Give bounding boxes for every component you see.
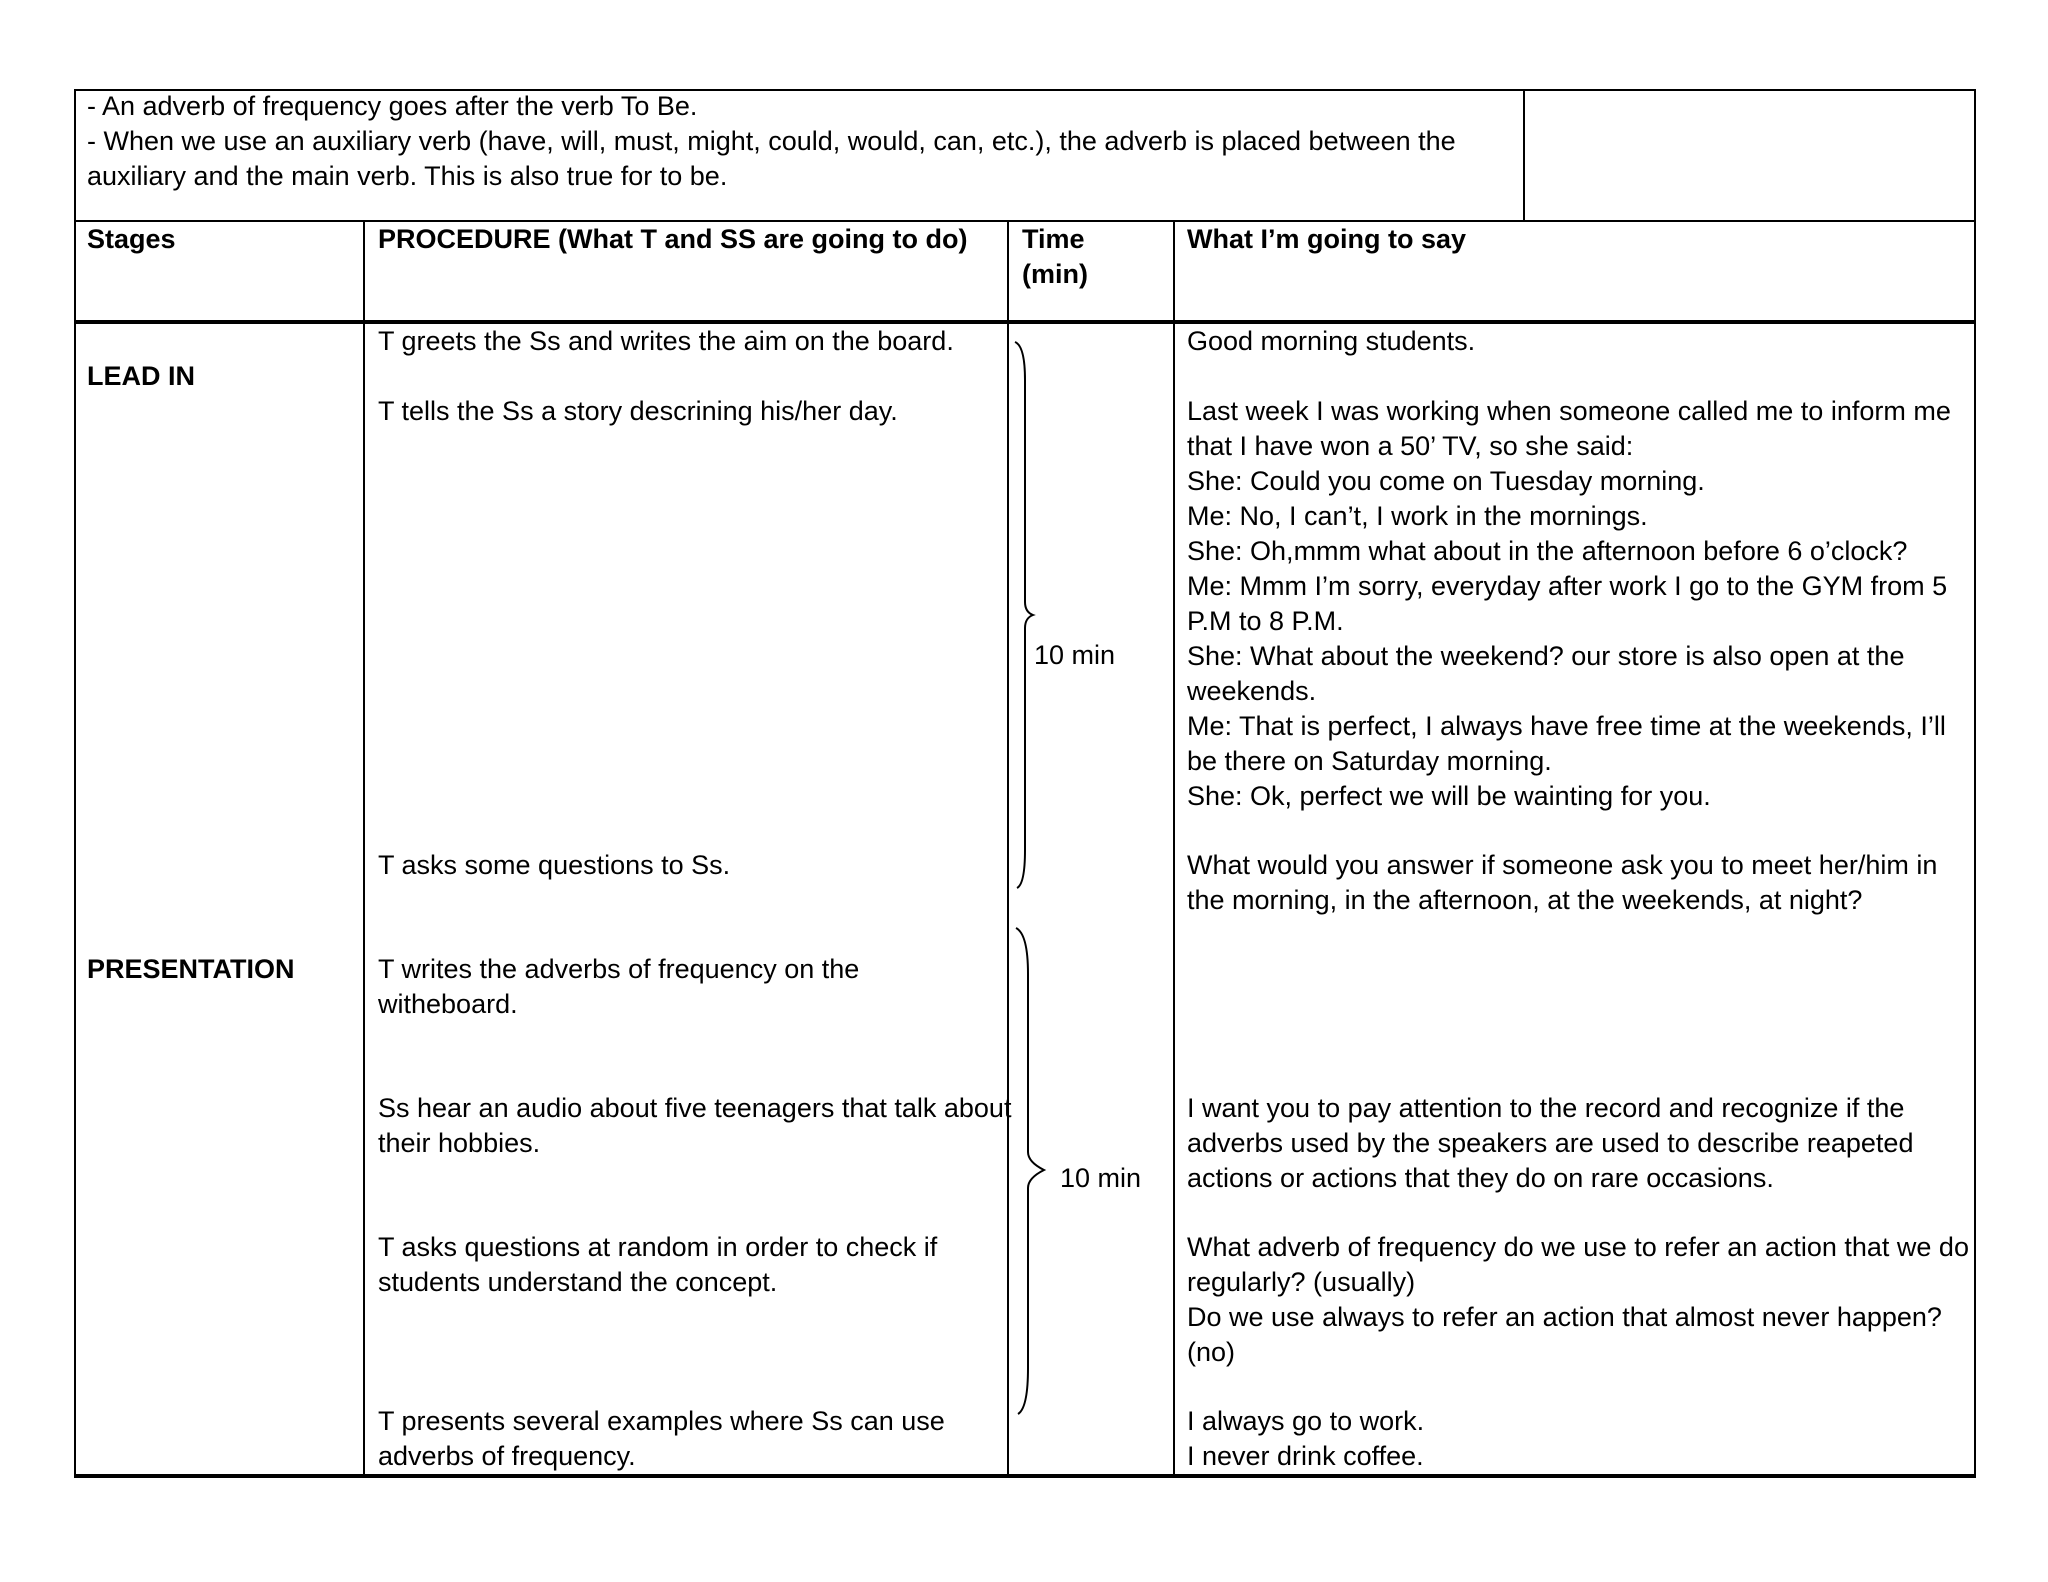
- procedure-line: students understand the concept.: [378, 1267, 778, 1297]
- say-line: P.M to 8 P.M.: [1187, 606, 1344, 636]
- say-line: She: Could you come on Tuesday morning.: [1187, 466, 1705, 496]
- stage-lead-in: LEAD IN: [87, 361, 195, 391]
- notes-divider: [1523, 89, 1525, 222]
- note-line: - When we use an auxiliary verb (have, will, must, might, could, would, can, etc.), the adverb is placed between the: [87, 126, 1456, 156]
- procedure-line: T presents several examples where Ss can use: [378, 1406, 945, 1436]
- procedure-step: T greets the Ss and writes the aim on the board.: [378, 326, 954, 356]
- procedure-step: T tells the Ss a story descrining his/her day.: [378, 396, 898, 426]
- say-story: [1187, 394, 1951, 814]
- presentation-brace-icon: [1012, 926, 1062, 1416]
- stages-column-divider: [363, 221, 365, 1476]
- procedure-step: T asks some questions to Ss.: [378, 850, 731, 880]
- header-time: [1022, 222, 1088, 292]
- say-line: What adverb of frequency do we use to refer an action that we do: [1187, 1232, 1969, 1262]
- procedure-line: T asks questions at random in order to check if: [378, 1232, 938, 1262]
- say-line: Me: That is perfect, I always have free time at the weekends, I’ll: [1187, 711, 1946, 741]
- procedure-step: [378, 952, 859, 1022]
- table-bottom-border: [74, 1474, 1976, 1478]
- header-what-to-say: What I’m going to say: [1187, 224, 1467, 254]
- say-line: weekends.: [1187, 676, 1317, 706]
- say-line: I want you to pay attention to the record and recognize if the: [1187, 1093, 1905, 1123]
- say-examples: [1187, 1404, 1424, 1474]
- say-line: Me: No, I can’t, I work in the mornings.: [1187, 501, 1648, 531]
- header-time-line: Time: [1022, 224, 1085, 254]
- note-line: auxiliary and the main verb. This is also true for to be.: [87, 161, 728, 191]
- table-right-border: [1974, 89, 1976, 1478]
- procedure-step: [378, 1230, 937, 1300]
- say-line: She: What about the weekend? our store is also open at the: [1187, 641, 1905, 671]
- say-question: [1187, 848, 1937, 918]
- say-line: Me: Mmm I’m sorry, everyday after work I go to the GYM from 5: [1187, 571, 1948, 601]
- say-line: I never drink coffee.: [1187, 1441, 1424, 1471]
- say-check-questions: [1187, 1230, 1969, 1370]
- grammar-notes: [87, 89, 1456, 194]
- say-line: I always go to work.: [1187, 1406, 1425, 1436]
- say-greeting: Good morning students.: [1187, 326, 1476, 356]
- header-procedure: PROCEDURE (What T and SS are going to do): [378, 224, 968, 254]
- time-presentation: 10 min: [1060, 1163, 1142, 1193]
- procedure-column-divider: [1007, 221, 1009, 1476]
- header-stages: Stages: [87, 224, 176, 254]
- say-audio-instructions: [1187, 1091, 1913, 1196]
- say-line: be there on Saturday morning.: [1187, 746, 1552, 776]
- say-line: She: Oh,mmm what about in the afternoon before 6 o’clock?: [1187, 536, 1908, 566]
- say-line: (no): [1187, 1337, 1236, 1367]
- say-line: Do we use always to refer an action that almost never happen?: [1187, 1302, 1942, 1332]
- lead-in-brace-icon: [1012, 340, 1042, 890]
- table-left-border: [74, 89, 76, 1478]
- say-line: that I have won a 50’ TV, so she said:: [1187, 431, 1634, 461]
- say-line: She: Ok, perfect we will be wainting for you.: [1187, 781, 1711, 811]
- time-lead-in: 10 min: [1034, 640, 1116, 670]
- stage-presentation: PRESENTATION: [87, 954, 295, 984]
- say-line: actions or actions that they do on rare occasions.: [1187, 1163, 1774, 1193]
- header-time-unit: (min): [1022, 259, 1088, 289]
- procedure-line: Ss hear an audio about five teenagers that talk about: [378, 1093, 1012, 1123]
- time-column-divider: [1173, 221, 1175, 1476]
- header-row-bottom-border: [74, 320, 1976, 324]
- say-line: the morning, in the afternoon, at the weekends, at night?: [1187, 885, 1863, 915]
- say-line: Last week I was working when someone called me to inform me: [1187, 396, 1951, 426]
- say-line: adverbs used by the speakers are used to describe reapeted: [1187, 1128, 1914, 1158]
- procedure-line: witheboard.: [378, 989, 518, 1019]
- say-line: regularly? (usually): [1187, 1267, 1416, 1297]
- procedure-step: [378, 1091, 1011, 1161]
- note-line: - An adverb of frequency goes after the verb To Be.: [87, 91, 698, 121]
- say-line: What would you answer if someone ask you to meet her/him in: [1187, 850, 1938, 880]
- procedure-line: their hobbies.: [378, 1128, 541, 1158]
- procedure-line: adverbs of frequency.: [378, 1441, 636, 1471]
- procedure-step: [378, 1404, 945, 1474]
- procedure-line: T writes the adverbs of frequency on the: [378, 954, 860, 984]
